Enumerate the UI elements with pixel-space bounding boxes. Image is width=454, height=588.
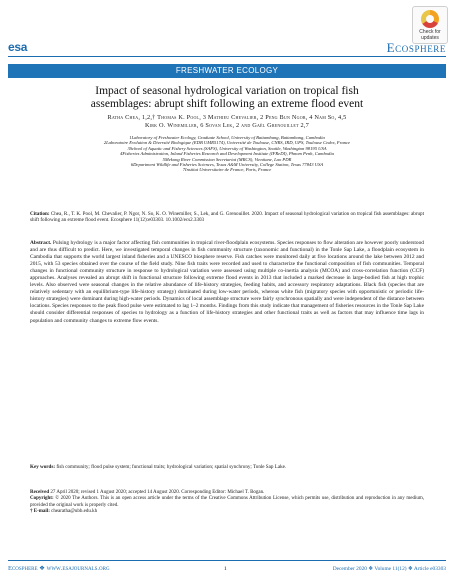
copyright-text: © 2020 The Authors. This is an open access article under the terms of the Creative Commons Attribution License, which permits use, distribution and reproduction in any medium, provided the original work is properly cited.	[30, 496, 424, 508]
article-title	[40, 85, 414, 111]
article-history	[30, 490, 424, 515]
journal-name: Ecosphere	[386, 40, 446, 55]
footer-issue: December 2020 ❖ Volume 11(12) ❖ Article e03303	[332, 566, 446, 572]
keywords-text: fish community; flood pulse system; functional traits; hydrological variation; spatial synchrony; Tonle Sap Lake.	[55, 464, 287, 470]
citation-block	[30, 211, 424, 224]
citation-text: Chea, R., T. K. Pool, M. Chevalier, P. Ngor, N. So, K. O. Winemiller, S., Lek, and G. Grenouillet. 2020. Impact of seasonal hydrological variation on tropical fish assemblages: abrupt shift following an extreme flood event. Ecosphere 11(12):e03303. 10.1002/ecs2.3303	[30, 211, 424, 224]
affiliation: 1Laboratory of Freshwater Ecology, Graduate School, University of Battambang, Battambang, Cambodia	[129, 135, 325, 140]
affiliation: 6Department Wildlife and Fisheries Sciences, Texas A&M University, College Station, Texas 77843 USA	[130, 162, 324, 168]
keywords-label: Key words:	[30, 464, 56, 470]
badge-line1: Check for	[419, 29, 441, 35]
abstract-text: Pulsing hydrology is a major factor affecting fish communities in tropical river-floodplain ecosystems. Species responses to flow alteration are however poorly understood and are thus difficult to predict. Here, we investigated temporal changes in fish community structure (taxonomic and functional) in the Tonle Sap Lake, a floodplain ecosystem in Cambodia that supports the world largest inland fisheries and a UNESCO biosphere reserve. Fish catches were monitored daily at five locations around the lake between 2012 and 2015, with 53 species obtained over the course of the field study. Nine fish traits were recorded and used to characterize the functional composition of fish communities. Temporal changes in functional community structure in response to hydrological variation were assessed using multiple co-inertia analysis (MCOA) and cross-correlation function (CCF) approaches. Analyses revealed an abrupt shift in functional structure following extreme flood events in 2013 that included a marked decrease in large-bodied fish at high trophic levels. Also observed were seasonal changes in the relative abundance of life-history strategies, feeding habits, and accessory respiratory adaptations. Black fish (species that are relatively sedentary with an equilibrium-type life-history strategy) dominated during low-water periods, whereas white fish (migratory species with opportunistic or periodic life-history strategies) were dominant during high-water periods. Dynamics of local assemblage structure were fairly synchronous spatially and were independent of the distance between locations. Species responses to the peak flood pulse were estimated to lag 1–2 months. Findings from this study indicate that management of fisheries resources in the Tonle Sap Lake should consider differential responses of species to hydrology as a function of life-history strategies and other functional traits as well as factors that may influence time lags in population and community changes to extreme flow events.	[30, 240, 424, 324]
email-line	[30, 509, 424, 515]
badge-line2: updates	[421, 35, 439, 41]
abstract-label: Abstract.	[30, 240, 52, 246]
esa-logo: esa	[8, 40, 28, 54]
email-label: † E-mail:	[30, 508, 50, 514]
affiliation: 5Mekong River Commission Secretariat (MRCS), Vientiane, Lao PDR	[162, 156, 292, 162]
affiliations	[10, 135, 444, 173]
authors-line-1: Ratha Chea, 1,2,† Thomas K. Pool, 3 Mathieu Chevalier, 2 Peng Bun Ngor, 4 Nam So, 4,5	[107, 114, 347, 121]
copyright-line	[30, 496, 424, 509]
check-for-updates-badge[interactable]	[412, 6, 448, 44]
page-footer	[8, 564, 446, 574]
title-line-1: Impact of seasonal hydrological variation on tropical fish	[95, 85, 359, 97]
affiliation: 3School of Aquatic and Fishery Sciences (SAFS), University of Washington, Seattle, Washington 98195 USA	[127, 145, 327, 151]
crossmark-icon	[421, 10, 439, 28]
affiliation: 7Institut Universitaire de France, Paris, France	[182, 167, 272, 173]
keywords-block	[30, 464, 424, 470]
author-list	[20, 114, 434, 130]
page-number: 1	[224, 566, 227, 572]
received-text: 27 April 2020; revised 1 August 2020; accepted 14 August 2020. Corresponding Editor: Michael T. Bogan.	[49, 490, 265, 495]
title-line-2: assemblages: abrupt shift following an extreme flood event	[90, 98, 364, 110]
affiliation: 4Fisheries Administration, Inland Fisheries Research and Development Institute (IFReDI), Phnom Penh, Cambodia	[120, 151, 334, 157]
citation-label: Citation:	[30, 211, 50, 217]
received-label: Received	[30, 490, 50, 495]
section-banner: FRESHWATER ECOLOGY	[8, 64, 446, 78]
email-link[interactable]: chearatha@ubb.edu.kh	[49, 508, 98, 514]
abstract-block	[30, 240, 424, 325]
footer-journal[interactable]: Ecosphere ❖ www.esajournals.org	[8, 565, 110, 572]
affiliation: 2Laboratoire Evolution & Diversité Biologique (EDB UMR5174), Université de Toulouse, CNRS, IRD, UPS, Toulouse Cedex, France	[103, 140, 351, 146]
footer-divider	[8, 560, 446, 561]
header-divider	[8, 56, 446, 57]
authors-line-2: Kirk O. Winemiller, 6 Sovan Lek, 2 and Gaël Grenouillet 2,7	[145, 122, 309, 129]
copyright-label: Copyright:	[30, 496, 54, 502]
